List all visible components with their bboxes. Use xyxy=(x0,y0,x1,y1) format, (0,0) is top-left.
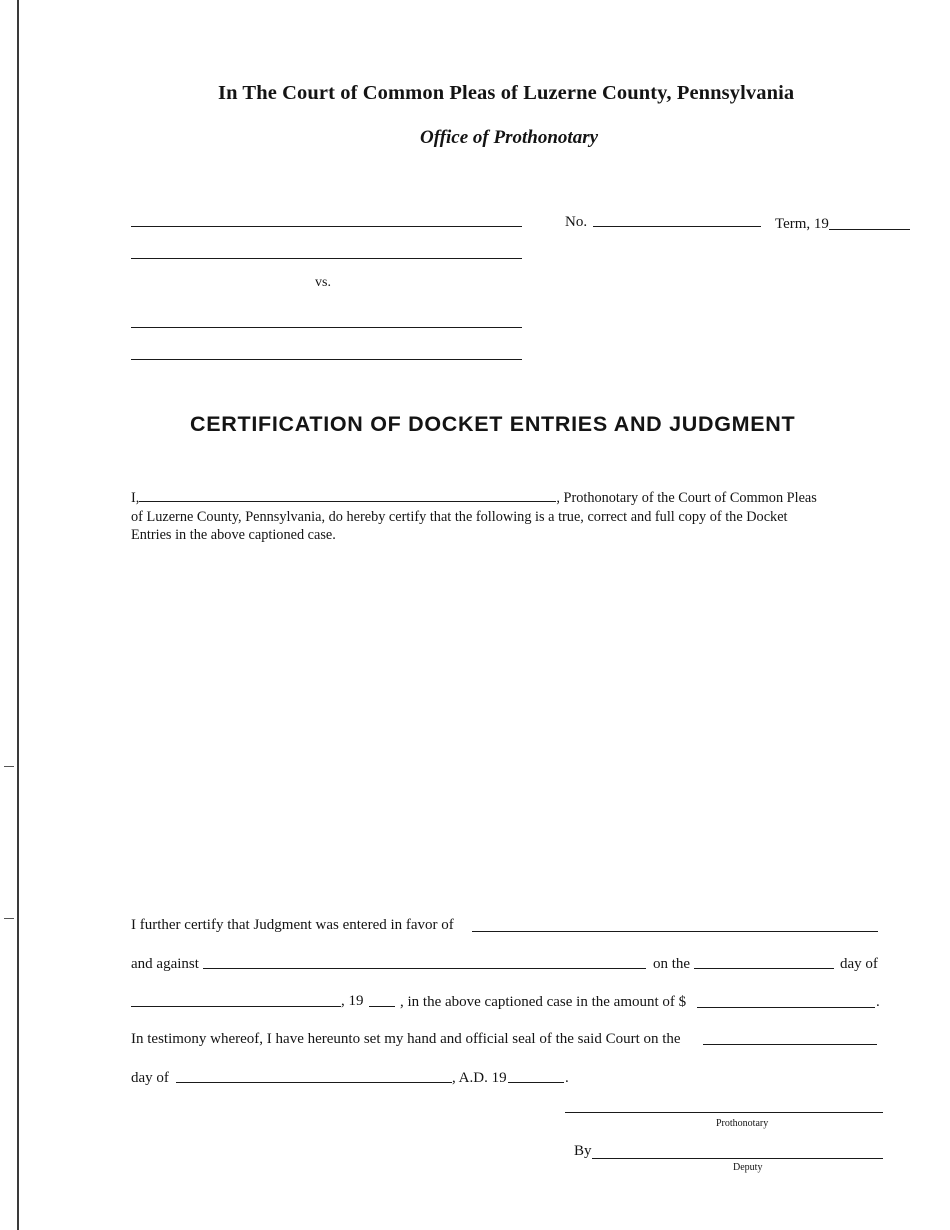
judgment-year-field[interactable] xyxy=(369,1006,395,1007)
defendant-line-1[interactable] xyxy=(131,327,522,328)
judgment-month-field[interactable] xyxy=(131,1006,341,1007)
day-of-label-2: day of xyxy=(131,1070,169,1086)
ad-year-field[interactable] xyxy=(508,1082,564,1083)
day-of-label: day of xyxy=(840,956,878,972)
number-label: No. xyxy=(565,214,588,230)
certify-line2: of Luzerne County, Pennsylvania, do hereby certify that the following is a true, correct and full copy of the Docket xyxy=(131,508,788,525)
deputy-caption: Deputy xyxy=(733,1162,763,1173)
certify-line3: Entries in the above captioned case. xyxy=(131,527,336,543)
testimony-date-field[interactable] xyxy=(703,1044,877,1045)
page-edge xyxy=(17,0,19,1230)
versus-label: vs. xyxy=(315,275,331,290)
document-title: CERTIFICATION OF DOCKET ENTRIES AND JUDGMENT xyxy=(190,412,796,436)
favor-party-field[interactable] xyxy=(472,931,878,932)
ad-label: , A.D. 19 xyxy=(452,1070,507,1086)
term-year-field[interactable] xyxy=(829,229,910,230)
favor-label: I further certify that Judgment was entered in favor of xyxy=(131,917,454,933)
amount-label: , in the above captioned case in the amount of $ xyxy=(400,994,687,1010)
certify-prefix: I, xyxy=(131,490,140,506)
deputy-signature-line[interactable] xyxy=(592,1158,883,1159)
margin-tick xyxy=(4,766,14,767)
against-label: and against xyxy=(131,956,199,972)
term-label: Term, 19 xyxy=(775,216,829,232)
testimony-label: In testimony whereof, I have hereunto set my hand and official seal of the said Court on the xyxy=(131,1031,681,1047)
margin-tick xyxy=(4,918,14,919)
on-the-label: on the xyxy=(653,956,691,972)
plaintiff-line-2[interactable] xyxy=(131,258,522,259)
year-label: , 19 xyxy=(341,993,364,1009)
prothonotary-caption: Prothonotary xyxy=(716,1118,769,1129)
office-subheading: Office of Prothonotary xyxy=(420,127,599,148)
testimony-month-field[interactable] xyxy=(176,1082,452,1083)
certification-paragraph xyxy=(131,489,871,545)
prothonotary-name-field[interactable] xyxy=(139,489,556,502)
court-heading: In The Court of Common Pleas of Luzerne County, Pennsylvania xyxy=(218,82,795,104)
by-label: By xyxy=(574,1143,592,1159)
ad-period: . xyxy=(565,1070,569,1086)
amount-period: . xyxy=(876,994,880,1010)
prothonotary-signature-line[interactable] xyxy=(565,1112,883,1113)
certify-line1-rest: , Prothonotary of the Court of Common Pleas xyxy=(556,490,817,506)
defendant-line-2[interactable] xyxy=(131,359,522,360)
amount-field[interactable] xyxy=(697,1007,875,1008)
number-field[interactable] xyxy=(593,226,761,227)
plaintiff-line-1[interactable] xyxy=(131,226,522,227)
judgment-day-field[interactable] xyxy=(694,968,834,969)
against-party-field[interactable] xyxy=(203,968,646,969)
